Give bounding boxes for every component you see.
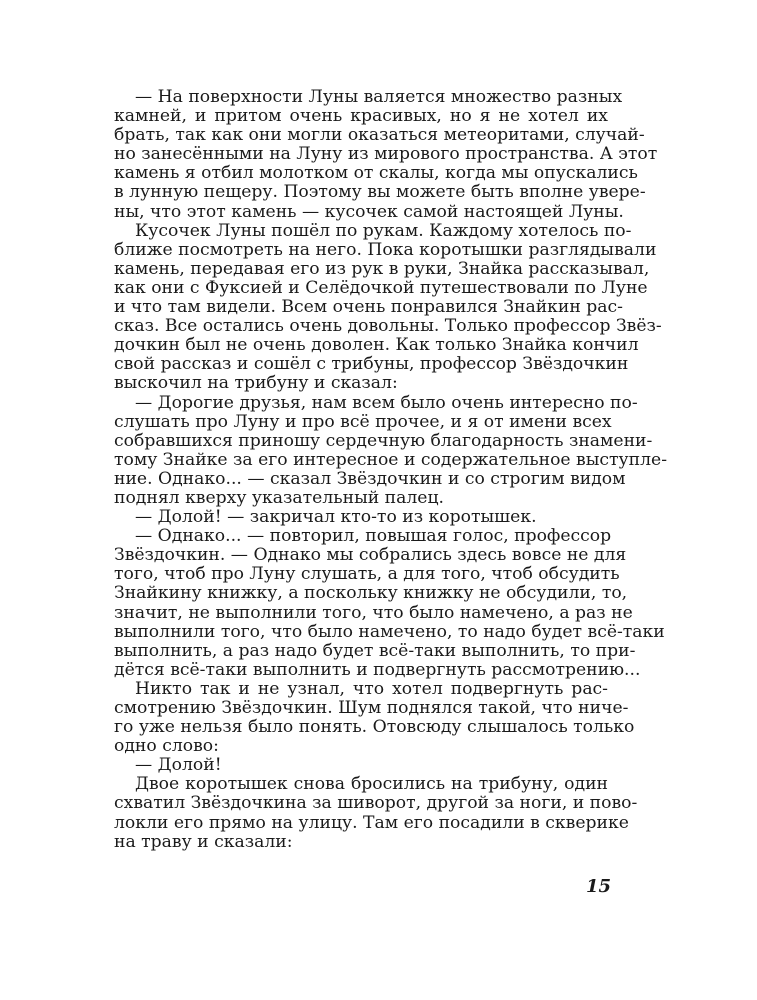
text-line: Двое коротышек снова бросились на трибуну, один <box>135 774 608 795</box>
text-line: выполнить, а раз надо будет всё-таки выполнить, то при- <box>114 640 636 661</box>
text-line: — Однако... — повторил, повышая голос, профессор <box>135 526 612 547</box>
text-line: — Долой! <box>135 755 222 776</box>
text-line: тому Знайке за его интересное и содержательное выступле- <box>114 449 668 470</box>
page-text <box>114 87 668 852</box>
text-line: камень я отбил молотком от скалы, когда мы опускались <box>114 163 638 184</box>
paragraph <box>114 87 658 222</box>
text-line: камней, и притом очень красивых, но я не хотел их <box>114 106 608 127</box>
text-line: смотрению Звёздочкин. Шум поднялся такой, что ниче- <box>114 698 629 718</box>
text-line: собравшихся приношу сердечную благодарность знамени- <box>114 430 653 451</box>
text-line: на траву и сказали: <box>114 831 293 852</box>
paragraph <box>114 756 608 775</box>
text-line: ны, что этот камень — кусочек самой настоящей Луны. <box>114 201 624 222</box>
text-line: брать, так как они могли оказаться метеоритами, случай- <box>114 125 645 146</box>
text-line: одно слово: <box>114 736 219 757</box>
text-line: го уже нельзя было понять. Отовсюду слышалось только <box>114 717 635 738</box>
text-line: дочкин был не очень доволен. Как только Знайка кончил <box>114 335 639 356</box>
text-line: того, чтоб про Луну слушать, а для того, чтоб обсудить <box>114 564 620 585</box>
text-line: — Дорогие друзья, нам всем было очень интересно по- <box>135 392 638 413</box>
text-line: ближе посмотреть на него. Пока коротышки разглядывали <box>114 239 657 260</box>
text-line: — Долой! — закричал кто-то из коротышек. <box>135 507 537 528</box>
paragraph <box>114 508 608 527</box>
text-line: Звёздочкин. — Однако мы собрались здесь вовсе не для <box>114 545 627 566</box>
text-line: свой рассказ и сошёл с трибуны, профессор Звёздочкин <box>114 354 629 375</box>
paragraph <box>114 392 668 509</box>
text-line: сказ. Все остались очень довольны. Только профессор Звёз- <box>114 316 662 337</box>
text-line: поднял кверху указательный палец. <box>114 487 444 508</box>
text-line: выполнили того, что было намечено, то надо будет всё-таки <box>114 621 665 642</box>
text-line: Кусочек Луны пошёл по рукам. Каждому хотелось по- <box>135 220 632 241</box>
paragraph <box>114 220 662 394</box>
text-line: камень, передавая его из рук в руки, Знайка рассказывал, <box>114 258 650 279</box>
paragraph <box>114 774 638 852</box>
text-line: и что там видели. Всем очень понравился Знайкин рас- <box>114 297 623 318</box>
text-line: Никто так и не узнал, что хотел подвергнуть рас- <box>135 678 608 699</box>
text-line: как они с Фуксией и Селёдочкой путешествовали по Луне <box>114 277 648 298</box>
text-line: в лунную пещеру. Поэтому вы можете быть вполне увере- <box>114 182 646 203</box>
text-line: — На поверхности Луны валяется множество разных <box>135 87 623 107</box>
text-line: дётся всё-таки выполнить и подвергнуть рассмотрению... <box>114 659 641 680</box>
text-line: слушать про Луну и про всё прочее, и я от имени всех <box>114 411 612 432</box>
text-line: выскочил на трибуну и сказал: <box>114 373 398 394</box>
paragraph <box>114 678 635 757</box>
text-line: ние. Однако... — сказал Звёздочкин и со строгим видом <box>114 468 626 489</box>
text-line: схватил Звёздочкина за шиворот, другой за ноги, и пово- <box>114 793 638 814</box>
text-line: локли его прямо на улицу. Там его посадили в скверике <box>114 812 629 833</box>
text-line: но занесёнными на Луну из мирового пространства. А этот <box>114 144 658 165</box>
page-number: 15 <box>585 876 611 897</box>
text-line: Знайкину книжку, а поскольку книжку не обсудили, то, <box>114 583 628 604</box>
text-line: значит, не выполнили того, что было намечено, а раз не <box>114 602 633 623</box>
paragraph <box>114 526 665 680</box>
